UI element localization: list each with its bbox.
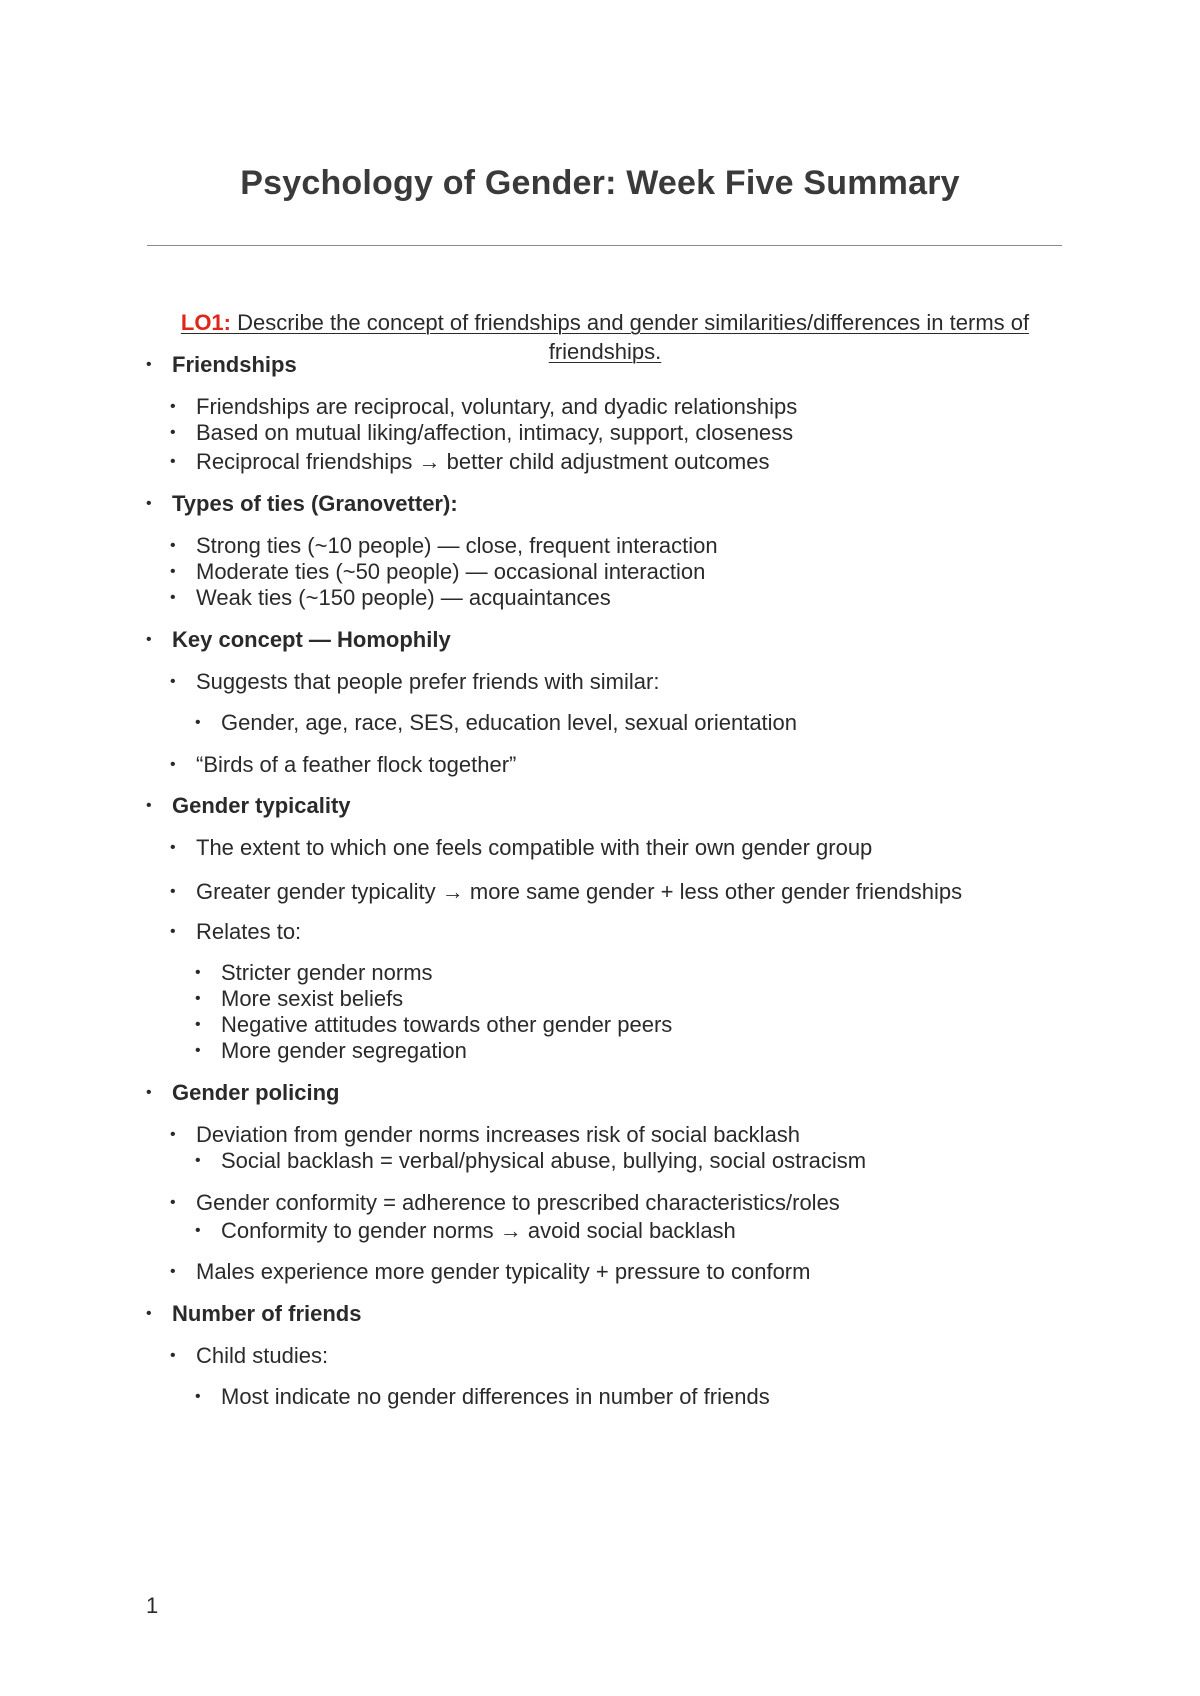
list-item-text: Suggests that people prefer friends with similar: — [196, 669, 660, 694]
bullet-marker: • — [146, 1305, 152, 1322]
list-item — [146, 490, 458, 518]
list-item — [146, 626, 451, 654]
page-number: 1 — [146, 1593, 159, 1618]
list-item-text: Deviation from gender norms increases risk of social backlash — [196, 1122, 801, 1147]
bullet-marker: • — [170, 1194, 176, 1211]
bullet-marker: • — [170, 673, 176, 690]
list-item — [170, 1342, 329, 1370]
bullet-marker: • — [170, 424, 176, 441]
list-item — [170, 1258, 811, 1286]
list-item-text: More sexist beliefs — [221, 986, 404, 1011]
list-item-text: More gender segregation — [221, 1038, 467, 1063]
list-item — [170, 558, 706, 586]
bullet-marker: • — [170, 839, 176, 856]
bullet-marker: • — [170, 589, 176, 606]
bullet-marker: • — [170, 923, 176, 940]
bullet-marker: • — [195, 1222, 201, 1239]
title-divider — [147, 245, 1062, 246]
bullet-marker: • — [170, 1126, 176, 1143]
bullet-marker: • — [195, 990, 201, 1007]
list-item-text: Strong ties (~10 people) — close, frequent interaction — [196, 533, 718, 558]
list-item — [146, 1079, 340, 1107]
section-heading: Key concept — Homophily — [172, 627, 451, 652]
bullet-marker: • — [170, 1263, 176, 1280]
list-item — [170, 1189, 840, 1217]
list-item — [195, 959, 433, 987]
list-item — [195, 1383, 770, 1411]
bullet-marker: • — [195, 1042, 201, 1059]
bullet-marker: • — [170, 883, 176, 900]
bullet-marker: • — [170, 1347, 176, 1364]
learning-objective-label: LO1: — [180, 310, 231, 335]
bullet-marker: • — [146, 356, 152, 373]
bullet-marker: • — [146, 797, 152, 814]
list-item-text: Conformity to gender norms → avoid social backlash — [221, 1218, 736, 1243]
bullet-marker: • — [170, 537, 176, 554]
list-item-text: Social backlash = verbal/physical abuse, bullying, social ostracism — [221, 1148, 867, 1173]
list-item-text: Stricter gender norms — [221, 960, 433, 985]
list-item — [170, 532, 718, 560]
section-heading: Gender policing — [172, 1080, 340, 1105]
section-heading: Gender typicality — [172, 793, 351, 818]
list-item-text: Males experience more gender typicality + pressure to conform — [196, 1259, 811, 1284]
list-item — [195, 1037, 467, 1065]
list-item — [195, 709, 798, 737]
section-heading: Friendships — [172, 352, 297, 377]
bullet-marker: • — [170, 563, 176, 580]
bullet-marker: • — [170, 453, 176, 470]
section-heading: Number of friends — [172, 1301, 362, 1326]
list-item-text: Gender conformity = adherence to prescribed characteristics/roles — [196, 1190, 840, 1215]
list-item — [170, 448, 770, 476]
list-item — [170, 878, 963, 906]
list-item-text: Child studies: — [196, 1343, 329, 1368]
page-title: Psychology of Gender: Week Five Summary — [240, 164, 960, 202]
list-item — [146, 1300, 362, 1328]
list-item-text: Reciprocal friendships → better child adjustment outcomes — [196, 449, 770, 474]
bullet-marker: • — [146, 1084, 152, 1101]
bullet-marker: • — [195, 1016, 201, 1033]
bullet-marker: • — [195, 964, 201, 981]
learning-objective-text: Describe the concept of friendships and gender similarities/differences in terms of friendships. — [231, 310, 1030, 364]
bullet-marker: • — [195, 1152, 201, 1169]
list-item — [170, 751, 517, 779]
bullet-marker: • — [195, 1388, 201, 1405]
list-item — [170, 1121, 801, 1149]
bullet-marker: • — [195, 714, 201, 731]
list-item — [195, 1011, 673, 1039]
bullet-marker: • — [146, 631, 152, 648]
list-item — [170, 668, 660, 696]
bullet-marker: • — [146, 495, 152, 512]
list-item-text: Relates to: — [196, 919, 302, 944]
bullet-marker: • — [170, 756, 176, 773]
list-item-text: Based on mutual liking/affection, intimacy, support, closeness — [196, 420, 794, 445]
list-item-text: Negative attitudes towards other gender peers — [221, 1012, 673, 1037]
list-item — [146, 351, 297, 379]
list-item — [195, 1147, 867, 1175]
list-item — [195, 1217, 736, 1245]
list-item-text: Gender, age, race, SES, education level, sexual orientation — [221, 710, 798, 735]
list-item — [195, 985, 404, 1013]
list-item-text: Moderate ties (~50 people) — occasional interaction — [196, 559, 706, 584]
list-item — [146, 792, 351, 820]
list-item-text: Most indicate no gender differences in number of friends — [221, 1384, 770, 1409]
list-item — [170, 834, 873, 862]
bullet-marker: • — [170, 398, 176, 415]
list-item-text: Weak ties (~150 people) — acquaintances — [196, 585, 611, 610]
list-item — [170, 419, 794, 447]
list-item — [170, 918, 302, 946]
section-heading: Types of ties (Granovetter): — [172, 491, 458, 516]
list-item-text: Friendships are reciprocal, voluntary, and dyadic relationships — [196, 394, 798, 419]
list-item — [170, 584, 611, 612]
list-item — [170, 393, 798, 421]
list-item-text: “Birds of a feather flock together” — [196, 752, 517, 777]
list-item-text: The extent to which one feels compatible with their own gender group — [196, 835, 873, 860]
list-item-text: Greater gender typicality → more same gender + less other gender friendships — [196, 879, 963, 904]
